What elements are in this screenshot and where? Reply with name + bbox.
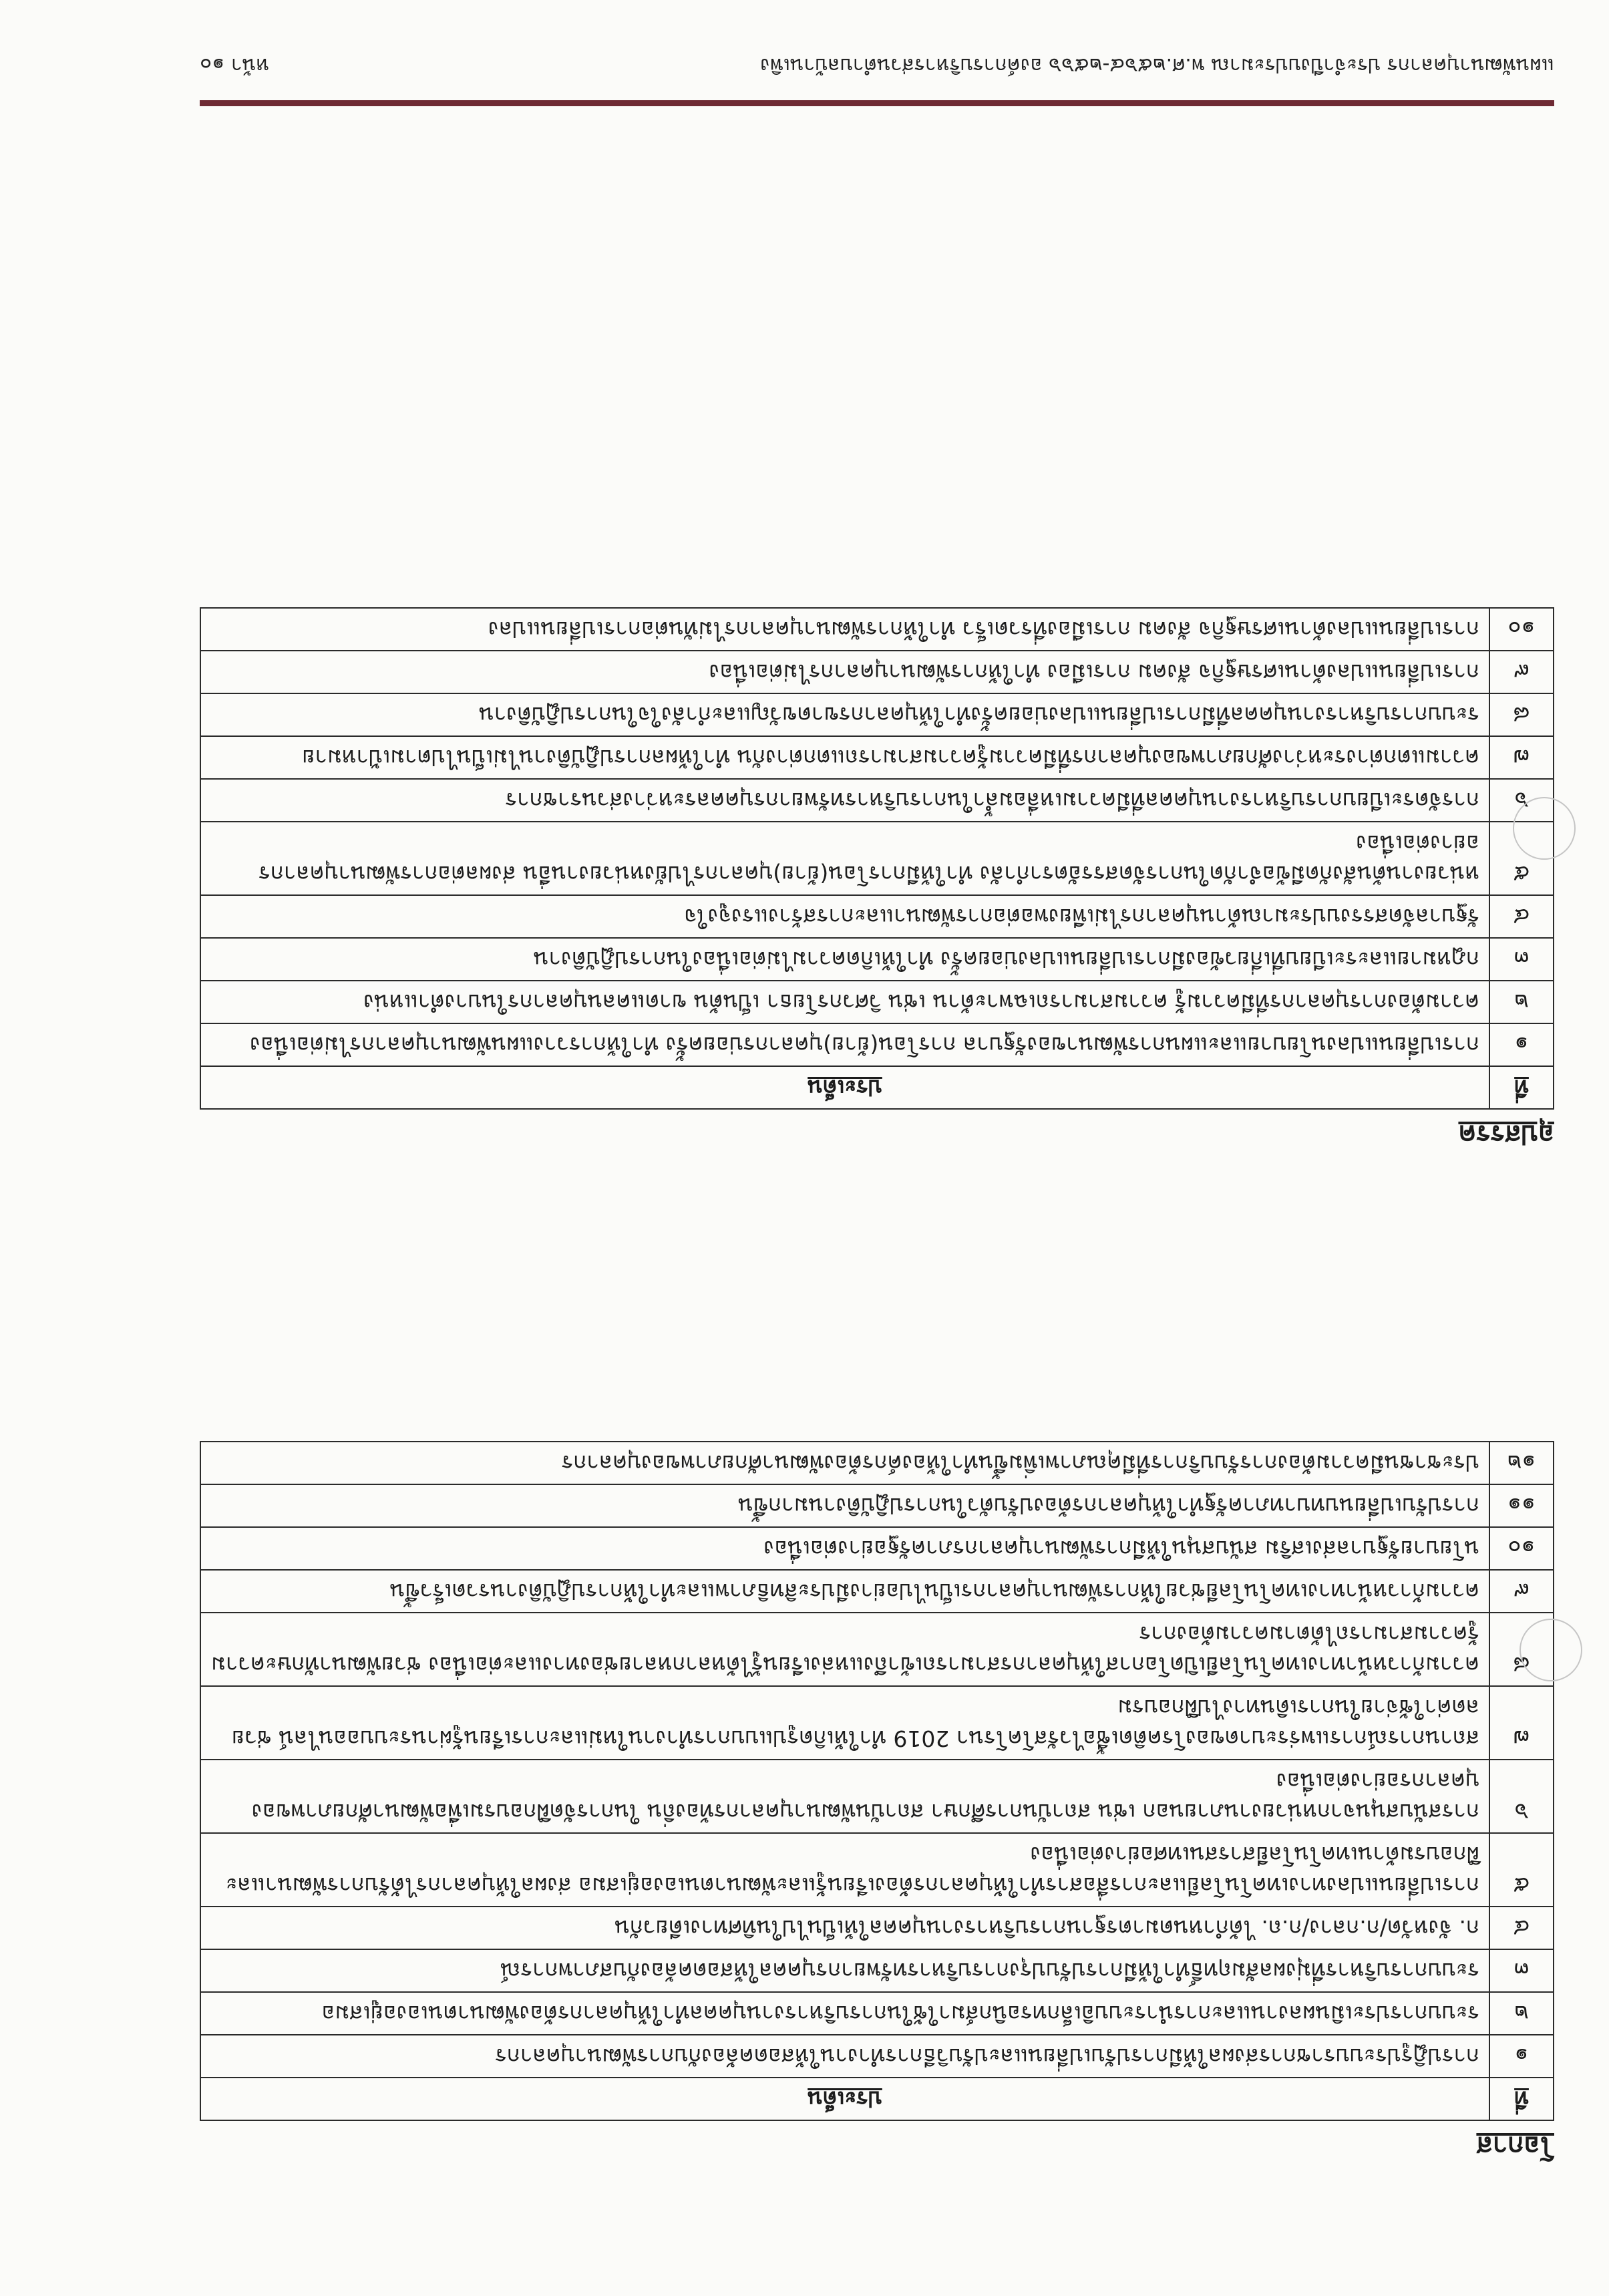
row-number: ๕ <box>1489 1833 1554 1907</box>
row-issue-text: กฎหมายและระเบียบที่เกี่ยวข้องมีการเปลี่ยนแปลงบ่อยครั้ง ทำให้เกิดความไม่ต่อเนื่องในการปฏิบัติงาน <box>200 938 1489 981</box>
row-issue-text: การเปลี่ยนแปลงทางเทคโนโลยีและการสื่อสารทำให้บุคลากรต้องเรียนรู้และพัฒนาตนเองอยู่เสมอ ส่งผลให้บุคลากรได้รับการพัฒนาและฝึกอบรมด้านเทคโนโลยีสารสนเทศอย่างต่อเนื่อง <box>200 1833 1489 1907</box>
row-number: ๗ <box>1489 736 1554 779</box>
column-header-no: ที่ <box>1489 2078 1554 2120</box>
row-issue-text: ระบบการบริหารที่มุ่งผลสัมฤทธิ์ทำให้มีการปรับปรุงการบริหารทรัพยากรบุคคลให้สอดคล้องกับสภาพการณ์ <box>200 1949 1489 1992</box>
row-number: ๒ <box>1489 981 1554 1023</box>
opportunities-heading: โอกาส <box>1476 2130 1554 2161</box>
table-row <box>200 1760 1554 1833</box>
table-row <box>200 1527 1554 1570</box>
row-number: ๗ <box>1489 1686 1554 1760</box>
row-number: ๙ <box>1489 651 1554 693</box>
row-issue-text: นโยบายรัฐบาลส่งเสริม สนับสนุนให้มีการพัฒนาบุคลากรภาครัฐอย่างต่อเนื่อง <box>200 1527 1489 1570</box>
row-number: ๒ <box>1489 1992 1554 2035</box>
table-row <box>200 822 1554 895</box>
row-number: ๘ <box>1489 693 1554 736</box>
table-row <box>200 651 1554 693</box>
column-header-issue: ประเด็น <box>200 1066 1489 1109</box>
table-row <box>200 938 1554 981</box>
punch-hole-mark <box>1519 1619 1582 1681</box>
table-row <box>200 1484 1554 1527</box>
row-number: ๔ <box>1489 895 1554 938</box>
header-rule <box>200 100 1554 106</box>
table-row <box>200 1442 1554 1484</box>
table-row <box>200 1992 1554 2035</box>
row-number: ๑๒ <box>1489 1442 1554 1484</box>
threats-rows <box>200 608 1554 1066</box>
table-row <box>200 1570 1554 1613</box>
row-number: ๓ <box>1489 938 1554 981</box>
table-row <box>200 1833 1554 1907</box>
row-issue-text: การปรับเปลี่ยนบทบาทภาครัฐทำให้บุคลากรต้องปรับตัวในการปฏิบัติงานมากขึ้น <box>200 1484 1489 1527</box>
column-header-no: ที่ <box>1489 1066 1554 1109</box>
row-issue-text: การปฏิรูประบบราชการส่งผลให้มีการปรับเปลี่ยนและปรับวิธีการทำงานให้สอดคล้องกับการพัฒนาบุคลากร <box>200 2035 1489 2078</box>
row-issue-text: การเปลี่ยนแปลงนโยบายและแผนการพัฒนาของรัฐบาล การโอน(ย้าย)บุคลากรบ่อยครั้ง ทำให้การวางแผนพัฒนาบุคลากรไม่ต่อเนื่อง <box>200 1023 1489 1066</box>
table-header-row <box>200 1066 1554 1109</box>
row-number: ๑ <box>1489 1023 1554 1066</box>
table-row <box>200 1949 1554 1992</box>
row-issue-text: ก. จังหวัด/ก.กลาง/ก.ถ. ได้กำหนดมาตรฐานการบริหารงานบุคคลให้เป็นไปในทิศทางเดียวกัน <box>200 1907 1489 1949</box>
row-number: ๑ <box>1489 2035 1554 2078</box>
row-issue-text: การเปลี่ยนแปลงด้านเศรษฐกิจ สังคม การเมืองที่รวดเร็ว ทำให้การพัฒนาบุคลากรไม่ทันต่อการเปลี่ยนแปลง <box>200 608 1489 651</box>
opportunities-rows <box>200 1442 1554 2078</box>
row-issue-text: การจัดระเบียบการบริหารงานบุคคลที่มีความเหลื่อมล้ำในการบริหารทรัพยากรบุคคลระหว่างส่วนราชการ <box>200 779 1489 822</box>
row-issue-text: หน่วยงานต้นสังกัดมีข้อจำกัดในการจัดสรรอัตรากำลัง ทำให้มีการโอน(ย้าย)บุคลากรไปยังหน่วยงานอื่น ส่งผลต่อการพัฒนาบุคลากรอย่างต่อเนื่อง <box>200 822 1489 895</box>
row-number: ๑๐ <box>1489 608 1554 651</box>
row-issue-text: ระบบการบริหารงานบุคคลที่มีการเปลี่ยนแปลงบ่อยครั้งทำให้บุคลากรขาดขวัญและกำลังใจในการปฏิบัติงาน <box>200 693 1489 736</box>
header-text: แผนพัฒนาบุคลากร ประจำปีงบประมาณ พ.ศ.๒๕๖๔-๒๕๖๖ องค์การบริหารส่วนตำบลบ้านเพิง <box>760 53 1554 77</box>
page-number: หน้า ๑๐ <box>200 53 270 77</box>
row-issue-text: ความก้าวหน้าทางเทคโนโลยีเปิดโอกาสให้บุคลากรสามารถเข้าถึงแหล่งเรียนรู้ได้หลากหลายช่องทางและต่อเนื่อง ช่วยพัฒนาทักษะความรู้ความสามารถได้ตามความต้องการ <box>200 1613 1489 1686</box>
table-row <box>200 895 1554 938</box>
row-issue-text: การสนับสนุนจากหน่วยงานภายนอก เช่น สถาบันการศึกษา สถาบันพัฒนาบุคลากรท้องถิ่น ในการจัดฝึกอบรมเพื่อพัฒนาศักยภาพของบุคลากรอย่างต่อเนื่อง <box>200 1760 1489 1833</box>
column-header-issue: ประเด็น <box>200 2078 1489 2120</box>
table-row <box>200 1907 1554 1949</box>
threats-heading: อุปสรรค <box>1458 1119 1554 1150</box>
row-issue-text: การเปลี่ยนแปลงด้านเศรษฐกิจ สังคม การเมือง ทำให้การพัฒนาบุคลากรไม่ต่อเนื่อง <box>200 651 1489 693</box>
table-row <box>200 736 1554 779</box>
row-number: ๙ <box>1489 1570 1554 1613</box>
row-issue-text: รัฐบาลจัดสรรงบประมาณด้านบุคลากรไม่เพียงพอต่อการพัฒนาและการสร้างแรงจูงใจ <box>200 895 1489 938</box>
opportunities-table <box>200 1441 1554 2121</box>
row-number: ๘ <box>1489 1613 1554 1686</box>
row-number: ๕ <box>1489 822 1554 895</box>
table-header-row <box>200 2078 1554 2120</box>
row-issue-text: ระบบการประเมินผลงานและการนำระบบอิเล็กทรอนิกส์มาใช้ในการบริหารงานบุคคลทำให้บุคลากรต้องพัฒนาตนเองอยู่เสมอ <box>200 1992 1489 2035</box>
row-number: ๑๐ <box>1489 1527 1554 1570</box>
row-number: ๖ <box>1489 779 1554 822</box>
row-issue-text: ความแตกต่างระหว่างศักยภาพของบุคลากรที่มีความรู้ความสามารถแตกต่างกัน ทำให้ผลการปฏิบัติงานไม่เป็นไปตามเป้าหมาย <box>200 736 1489 779</box>
row-number: ๔ <box>1489 1907 1554 1949</box>
table-row <box>200 1023 1554 1066</box>
table-row <box>200 2035 1554 2078</box>
punch-hole-mark <box>1513 797 1576 860</box>
table-row <box>200 693 1554 736</box>
row-issue-text: ความต้องการบุคลากรที่มีความรู้ ความสามารถเฉพาะด้าน เช่น วิศวกรโยธา เป็นต้น ขาดแคลนบุคลากรในบางตำแหน่ง <box>200 981 1489 1023</box>
table-row <box>200 1686 1554 1760</box>
row-number: ๓ <box>1489 1949 1554 1992</box>
table-row <box>200 779 1554 822</box>
row-number: ๖ <box>1489 1760 1554 1833</box>
row-issue-text: ความก้าวหน้าทางเทคโนโลยีช่วยให้การพัฒนาบุคลากรเป็นไปอย่างมีประสิทธิภาพและทำให้การปฏิบัติงานรวดเร็วขึ้น <box>200 1570 1489 1613</box>
row-issue-text: สถานการณ์การแพร่ระบาดของโรคติดเชื้อไวรัสโคโรนา 2019 ทำให้เกิดรูปแบบการทำงานใหม่และการเรียนรู้ผ่านระบบออนไลน์ ช่วยลดค่าใช้จ่ายในการเดินทางไปฝึกอบรม <box>200 1686 1489 1760</box>
threats-table <box>200 607 1554 1110</box>
row-number: ๑๑ <box>1489 1484 1554 1527</box>
table-row <box>200 981 1554 1023</box>
row-issue-text: ประชาชนมีความต้องการรับบริการที่มีคุณภาพเพิ่มขึ้นทำให้องค์กรต้องพัฒนาศักยภาพของบุคลากร <box>200 1442 1489 1484</box>
table-row <box>200 608 1554 651</box>
table-row <box>200 1613 1554 1686</box>
